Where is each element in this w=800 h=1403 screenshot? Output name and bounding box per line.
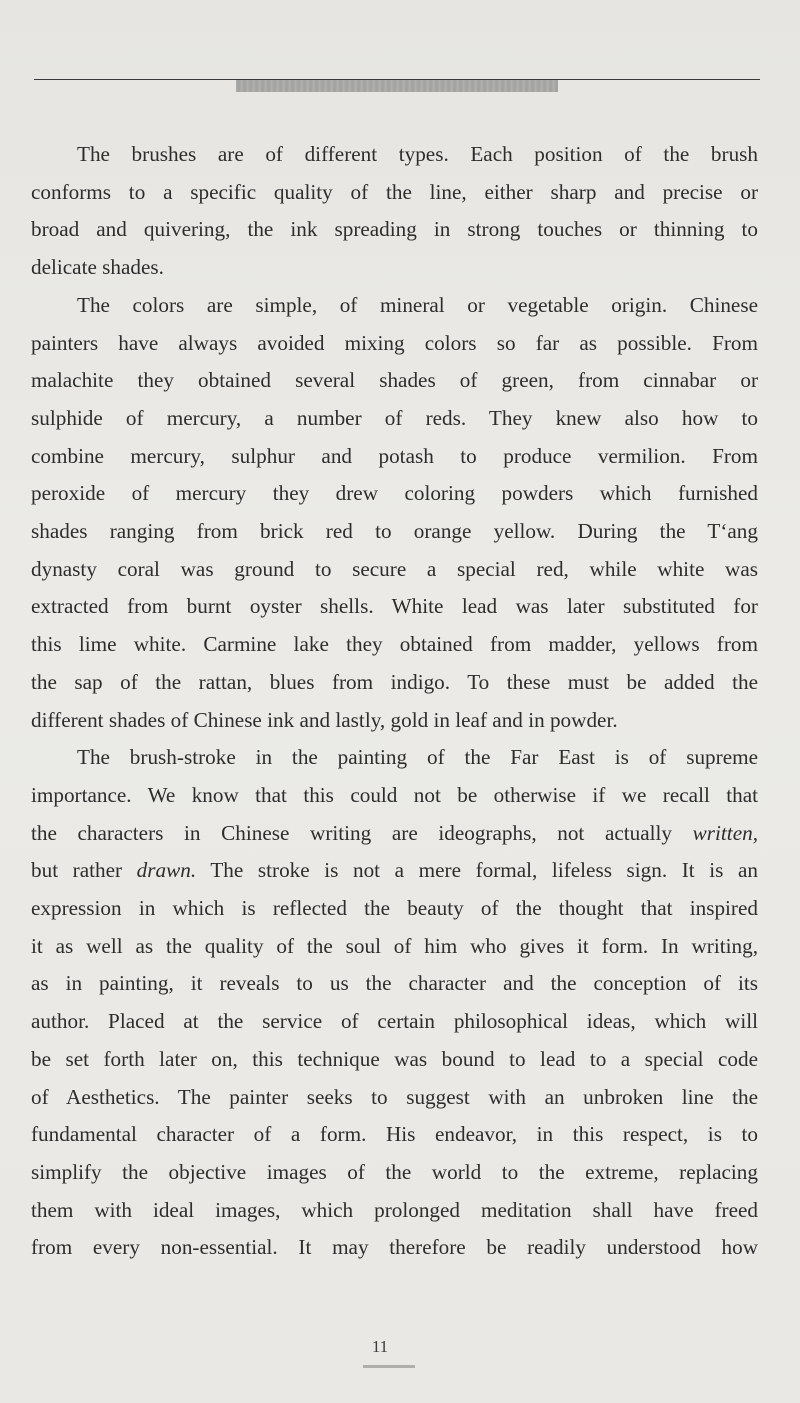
italic-word-drawn: drawn.: [136, 858, 197, 883]
text-line: The colors are simple, of mineral or vegetable origin. Chinese: [77, 292, 758, 317]
text-line: fundamental character of a form. His endeavor, in this respect, is to: [31, 1122, 758, 1147]
text-line: sulphide of mercury, a number of reds. They knew also how to: [31, 405, 758, 430]
text-line: painters have always avoided mixing colors so far as possible. From: [31, 330, 758, 355]
text-line: from every non-essential. It may therefore be readily understood how: [31, 1235, 758, 1260]
text-segment: The stroke is not a mere formal, lifeless sign. It is an: [196, 858, 759, 883]
text-line: different shades of Chinese ink and lastly, gold in leaf and in powder.: [31, 707, 618, 732]
text-segment: the characters in Chinese writing are ideographs, not actually: [31, 820, 693, 845]
text-line: expression in which is reflected the beauty of the thought that inspired: [31, 896, 758, 921]
text-line: dynasty coral was ground to secure a special red, while white was: [31, 556, 758, 581]
text-line: it as well as the quality of the soul of him who gives it form. In writing,: [31, 933, 758, 958]
text-line: peroxide of mercury they drew coloring powders which furnished: [31, 481, 758, 506]
page-number: 11: [371, 1337, 389, 1356]
text-segment: but rather: [31, 858, 137, 883]
text-line: delicate shades.: [31, 255, 164, 280]
text-line: conforms to a specific quality of the line, either sharp and precise or: [31, 179, 758, 204]
text-line: combine mercury, sulphur and potash to produce vermilion. From: [31, 443, 758, 468]
page-number-rule: [363, 1365, 415, 1368]
text-line: of Aesthetics. The painter seeks to suggest with an unbroken line the: [31, 1084, 758, 1109]
paragraph-3: [31, 739, 758, 1267]
text-line: author. Placed at the service of certain philosophical ideas, which will: [31, 1009, 758, 1034]
text-line: shades ranging from brick red to orange yellow. During the T‘ang: [31, 519, 758, 544]
paragraph-1: [31, 136, 758, 287]
body-text: [31, 136, 758, 1267]
text-line: The brushes are of different types. Each position of the brush: [77, 142, 758, 166]
text-line: them with ideal images, which prolonged meditation shall have freed: [31, 1197, 758, 1222]
text-line: importance. We know that this could not be otherwise if we recall that: [31, 782, 758, 807]
paragraph-2: [31, 287, 758, 739]
text-line: as in painting, it reveals to us the character and the conception of its: [31, 971, 758, 996]
text-line: The brush-stroke in the painting of the Far East is of supreme: [77, 745, 758, 770]
italic-word-written: written,: [692, 820, 758, 845]
header-rule-band: [236, 80, 558, 92]
text-line: be set forth later on, this technique was bound to lead to a special code: [31, 1046, 758, 1071]
text-line-with-italic: [31, 852, 758, 890]
text-line-with-italic: [31, 815, 758, 853]
text-line: the sap of the rattan, blues from indigo. To these must be added the: [31, 669, 758, 694]
text-line: this lime white. Carmine lake they obtained from madder, yellows from: [31, 632, 758, 657]
text-line: simplify the objective images of the world to the extreme, replacing: [31, 1159, 758, 1184]
text-line: extracted from burnt oyster shells. White lead was later substituted for: [31, 594, 758, 619]
text-line: broad and quivering, the ink spreading in strong touches or thinning to: [31, 217, 758, 242]
text-line: malachite they obtained several shades of green, from cinnabar or: [31, 368, 758, 393]
